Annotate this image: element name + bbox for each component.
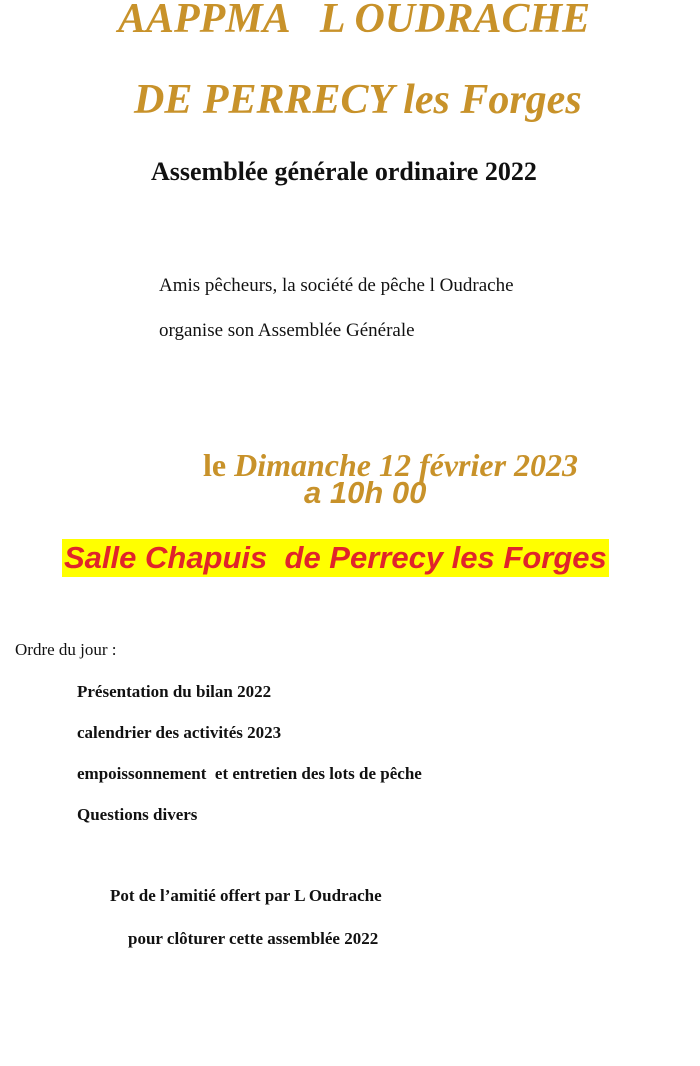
agenda-heading: Ordre du jour : [15,640,117,659]
agenda-item-4: Questions divers [77,805,198,824]
event-time: a 10h 00 [304,475,427,510]
event-venue: Salle Chapuis de Perrecy les Forges [64,540,607,575]
event-date [187,411,578,483]
event-date-value: Dimanche 12 février 2023 [234,447,579,483]
closing-line-1: Pot de l’amitié offert par L Oudrache [110,886,382,905]
intro-line-1: Amis pêcheurs, la société de pêche l Oudrache [159,275,514,296]
agenda-item-2: calendrier des activités 2023 [77,723,282,742]
title-line-1: AAPPMA L OUDRACHE [118,0,591,42]
intro-line-2: organise son Assemblée Générale [159,320,415,341]
page-subtitle: Assemblée générale ordinaire 2022 [151,157,537,186]
title-line-2: DE PERRECY les Forges [134,77,582,123]
agenda-item-3: empoissonnement et entretien des lots de pêche [77,764,422,783]
closing-line-2: pour clôturer cette assemblée 2022 [128,929,379,948]
event-date-prefix: le [203,447,235,483]
agenda-item-1: Présentation du bilan 2022 [77,682,272,701]
